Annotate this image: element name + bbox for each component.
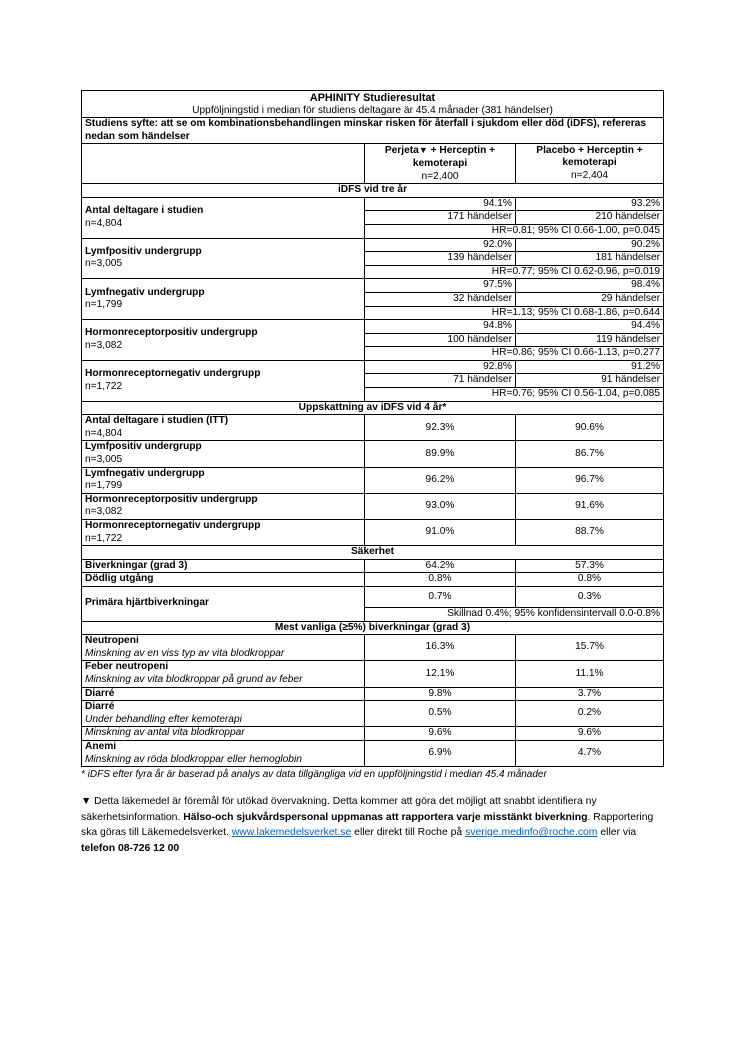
arm1-value: 96.2%	[365, 467, 516, 493]
ae-description: Minskning av röda blodkroppar eller hemoglobin	[85, 753, 302, 765]
ae-description: Minskning av vita blodkroppar på grund av feber	[85, 673, 303, 685]
arm1-value: 9.8%	[365, 687, 516, 701]
row-label: Hormonreceptorpositiv undergrupp	[85, 327, 258, 339]
row-n: n=4,804	[85, 427, 123, 439]
table-row	[82, 559, 664, 573]
arm1-n: n=2,400	[421, 170, 459, 182]
arm2-value: 0.8%	[516, 573, 664, 587]
arm2-pct: 93.2%	[516, 197, 664, 211]
hazard-ratio: HR=1.13; 95% CI 0.68-1.86, p=0.644	[365, 306, 664, 320]
death-label: Dödlig utgång	[82, 573, 365, 587]
ae-description: Under behandling efter kemoterapi	[85, 713, 242, 725]
arm2-value: 4.7%	[516, 740, 664, 766]
results-table	[81, 90, 664, 767]
study-purpose: Studiens syfte: att se om kombinationsbehandlingen minskar risken för återfall i sjukdom eller död (iDFS), refereras nedan som händelser	[82, 118, 664, 144]
notice-text-1: Detta läkemedel är föremål för utökad övervakning. Detta kommer att göra det möjligt att snabbt identifiera ny säkerhetsinformation.	[81, 796, 597, 823]
table-row	[82, 238, 664, 252]
section-idfs3: iDFS vid tre år	[82, 184, 664, 198]
row-label-cell	[82, 520, 365, 546]
row-n: n=1,722	[85, 532, 123, 544]
row-label-cell	[82, 687, 365, 701]
table-row	[82, 197, 664, 211]
table-row	[82, 493, 664, 519]
arm2-value: 88.7%	[516, 520, 664, 546]
table-row	[82, 573, 664, 587]
arm1-value: 91.0%	[365, 520, 516, 546]
heart-difference: Skillnad 0.4%; 95% konfidensintervall 0.0-0.8%	[365, 607, 664, 621]
title-cell	[82, 91, 664, 118]
study-results-document	[81, 90, 663, 856]
table-row	[82, 360, 664, 374]
row-label-cell	[82, 320, 365, 361]
arm1-value: 6.9%	[365, 740, 516, 766]
row-label-cell	[82, 415, 365, 441]
section-safety: Säkerhet	[82, 546, 664, 560]
arm2-n: n=2,404	[570, 170, 609, 182]
table-row	[82, 635, 664, 661]
arm2-events: 210 händelser	[516, 211, 664, 225]
arm1-name: Perjeta	[384, 145, 419, 157]
row-label-cell	[82, 635, 365, 661]
row-n: n=3,082	[85, 506, 123, 518]
row-label-cell	[82, 238, 365, 279]
arm2-value: 96.7%	[516, 467, 664, 493]
arm1-pct: 92.8%	[365, 360, 516, 374]
table-row	[82, 467, 664, 493]
row-label-cell	[82, 701, 365, 727]
row-label: Lymfpositiv undergrupp	[85, 245, 202, 257]
arm2-pct: 98.4%	[516, 279, 664, 293]
table-row	[82, 701, 664, 727]
row-label: Antal deltagare i studien (ITT)	[85, 415, 229, 427]
row-label: Lymfnegativ undergrupp	[85, 286, 205, 298]
hazard-ratio: HR=0.77; 95% CI 0.62-0.96, p=0.019	[365, 265, 664, 279]
row-n: n=3,005	[85, 258, 123, 270]
ae-name: Feber neutropeni	[85, 661, 169, 673]
arm2-value: 9.6%	[516, 727, 664, 741]
row-label-cell	[82, 441, 365, 467]
table-row	[82, 687, 664, 701]
arm1-value: 89.9%	[365, 441, 516, 467]
arm1-value: 9.6%	[365, 727, 516, 741]
row-n: n=1,799	[85, 480, 123, 492]
arm2-header	[516, 144, 664, 184]
row-label: Hormonreceptornegativ undergrupp	[85, 368, 261, 380]
row-n: n=3,005	[85, 454, 123, 466]
heart-label: Primära hjärtbiverkningar	[82, 586, 365, 621]
black-triangle-icon: ▼	[81, 796, 92, 808]
arm2-value: 3.7%	[516, 687, 664, 701]
table-row	[82, 320, 664, 334]
row-label-cell	[82, 467, 365, 493]
ae-name: Diarré	[85, 687, 115, 699]
arm2-pct: 94.4%	[516, 320, 664, 334]
row-n: n=3,082	[85, 339, 123, 351]
arm1-pct: 94.8%	[365, 320, 516, 334]
arm2-value: 91.6%	[516, 493, 664, 519]
row-n: n=1,722	[85, 380, 123, 392]
table-row	[82, 520, 664, 546]
row-label-cell	[82, 197, 365, 238]
arm1-pct: 94.1%	[365, 197, 516, 211]
row-label: Lymfpositiv undergrupp	[85, 441, 202, 453]
arm1-value: 0.5%	[365, 701, 516, 727]
arm2-pct: 91.2%	[516, 360, 664, 374]
arm1-events: 71 händelser	[365, 374, 516, 388]
arm2-value: 0.3%	[516, 586, 664, 607]
table-title: APHINITY Studieresultat	[309, 92, 436, 104]
arm1-value: 12.1%	[365, 661, 516, 687]
row-n: n=1,799	[85, 299, 123, 311]
notice-text-4: eller via	[597, 827, 637, 839]
table-row	[82, 415, 664, 441]
row-label: Hormonreceptorpositiv undergrupp	[85, 493, 258, 505]
notice-text-3: eller direkt till Roche på	[351, 827, 466, 839]
arm2-value: 15.7%	[516, 635, 664, 661]
arm2-pct: 90.2%	[516, 238, 664, 252]
row-label: Antal deltagare i studien	[85, 205, 204, 217]
arm1-header	[365, 144, 516, 184]
ae-description: Minskning av antal vita blodkroppar	[85, 727, 245, 739]
arm2-events: 29 händelser	[516, 292, 664, 306]
arm1-pct: 97.5%	[365, 279, 516, 293]
arm1-value: 64.2%	[365, 559, 516, 573]
arm1-pct: 92.0%	[365, 238, 516, 252]
arm1-value: 92.3%	[365, 415, 516, 441]
ae-label: Biverkningar (grad 3)	[82, 559, 365, 573]
row-label-cell	[82, 360, 365, 401]
table-subtitle: Uppföljningstid i median för studiens deltagare är 45.4 månader (381 händelser)	[192, 104, 553, 116]
row-label: Hormonreceptornegativ undergrupp	[85, 520, 261, 531]
arm1-events: 139 händelser	[365, 252, 516, 266]
table-row	[82, 727, 664, 741]
footnote: * iDFS efter fyra år är baserad på analys av data tillgängliga vid en uppföljningstid i median 45.4 månader	[81, 769, 547, 781]
arm2-value: 57.3%	[516, 559, 664, 573]
table-row	[82, 279, 664, 293]
arm2-value: 11.1%	[516, 661, 664, 687]
row-n: n=4,804	[85, 217, 123, 229]
arm2-value: 0.2%	[516, 701, 664, 727]
ae-name: Anemi	[85, 740, 117, 752]
black-triangle-icon: ▼	[418, 145, 428, 156]
table-row	[82, 740, 664, 766]
row-label-cell	[82, 279, 365, 320]
row-label-cell	[82, 493, 365, 519]
table-row	[82, 661, 664, 687]
section-row	[82, 401, 664, 415]
arm2-events: 119 händelser	[516, 333, 664, 347]
arm2-chemo: kemoterapi	[562, 157, 617, 169]
arm1-value: 0.7%	[365, 586, 516, 607]
arm2-events: 91 händelser	[516, 374, 664, 388]
hazard-ratio: HR=0.76; 95% CI 0.56-1.04, p=0.085	[365, 388, 664, 402]
row-label-cell	[82, 740, 365, 766]
arm1-value: 0.8%	[365, 573, 516, 587]
row-label-cell	[82, 661, 365, 687]
arm1-value: 16.3%	[365, 635, 516, 661]
lakemedelsverket-link[interactable]: www.lakemedelsverket.se	[231, 827, 352, 839]
section-row	[82, 546, 664, 560]
arm1-chemo: kemoterapi	[412, 157, 468, 169]
arm2-value: 86.7%	[516, 441, 664, 467]
ae-name: Diarré	[85, 701, 115, 713]
arm1-events: 171 händelser	[365, 211, 516, 225]
table-row	[82, 586, 664, 607]
arm2-name: Placebo + Herceptin +	[536, 144, 643, 156]
section-idfs4: Uppskattning av iDFS vid 4 år*	[82, 401, 664, 415]
hazard-ratio: HR=0.86; 95% CI 0.66-1.13, p=0.277	[365, 347, 664, 361]
arm2-value: 90.6%	[516, 415, 664, 441]
phone-number: telefon 08-726 12 00	[81, 842, 180, 854]
notice-text-2: . Rapportering ska göras till Läkemedelsverket.	[81, 811, 654, 839]
arm1-value: 93.0%	[365, 493, 516, 519]
section-adverse-events: Mest vanliga (≥5%) biverkningar (grad 3)	[82, 621, 664, 635]
section-row	[82, 621, 664, 635]
ae-description: Minskning av en viss typ av vita blodkroppar	[85, 647, 285, 659]
roche-email-link[interactable]: sverige.medinfo@roche.com	[465, 827, 598, 839]
arm2-events: 181 händelser	[516, 252, 664, 266]
row-label-cell	[82, 727, 365, 741]
arm1-events: 32 händelser	[365, 292, 516, 306]
row-label: Lymfnegativ undergrupp	[85, 467, 205, 479]
reporting-notice	[81, 794, 663, 856]
notice-bold-1: Hälso-och sjukvårdspersonal uppmanas att rapportera varje misstänkt biverkning	[183, 811, 588, 823]
hazard-ratio: HR=0.81; 95% CI 0.66-1.00, p=0.045	[365, 224, 664, 238]
header-empty-cell	[82, 144, 365, 184]
table-row	[82, 441, 664, 467]
arm1-events: 100 händelser	[365, 333, 516, 347]
ae-name: Neutropeni	[85, 635, 139, 647]
arm1-name-rest: + Herceptin +	[427, 145, 496, 157]
